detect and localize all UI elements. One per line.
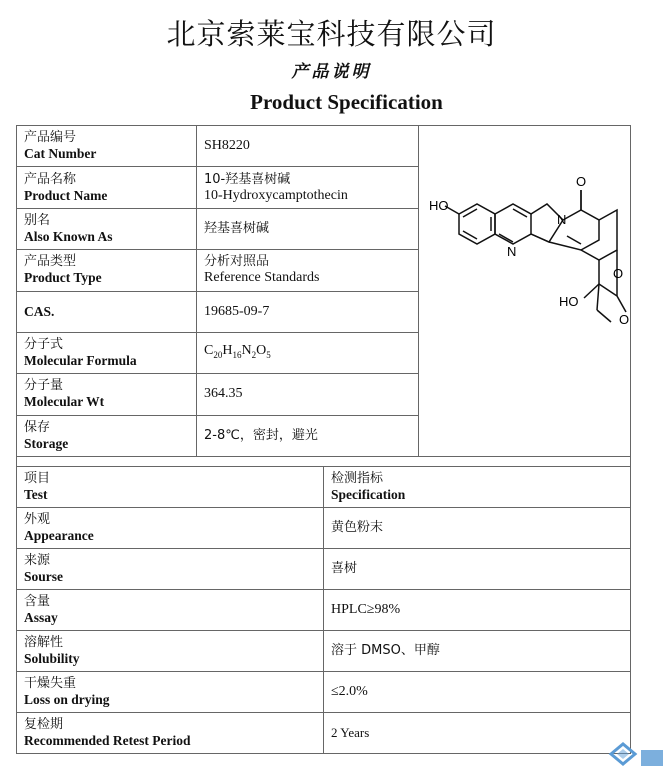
molecular-structure-image [419,126,631,452]
structure-cell [419,126,631,457]
specification-table [16,466,631,754]
spec-value-source: 喜树 [324,549,631,590]
value-product-type: 分析对照品 Reference Standards [197,250,419,291]
table-row [17,713,631,754]
label-molecular-formula: 分子式 Molecular Formula [17,332,197,373]
value-molecular-wt: 364.35 [197,374,419,415]
label-also-known-as: 别名 Also Known As [17,208,197,249]
atom-label-o-bottom: O [619,312,630,327]
label-cat-number: 产品编号 Cat Number [17,126,197,167]
spec-label-retest-period: 复检期 Recommended Retest Period [17,713,324,754]
value-cat-number: SH8220 [197,126,419,167]
spec-value-retest-period: 2 Years [324,713,631,754]
atom-label-ho-bottom: HO [559,294,579,309]
atom-label-o-top: O [576,174,587,189]
value-molecular-formula: $C_{20}H_{16}N_2O_5$ [197,332,419,373]
label-product-type: 产品类型 Product Type [17,250,197,291]
label-product-name: 产品名称 Product Name [17,167,197,208]
spec-label-assay: 含量 Assay [17,590,324,631]
atom-label-n-lactam: N [557,212,567,227]
spec-value-loss-on-drying: ≤2.0% [324,672,631,713]
row-cat-number [17,126,631,167]
spec-header-test: 项目 Test [17,467,324,508]
table-row [17,508,631,549]
spec-label-solubility: 溶解性 Solubility [17,631,324,672]
corner-logo-icon [603,740,663,766]
atom-label-n-ring: N [507,244,517,259]
spec-header-specification: 检测指标 Specification [324,467,631,508]
spec-label-loss-on-drying: 干燥失重 Loss on drying [17,672,324,713]
table-row [17,672,631,713]
table-row [17,631,631,672]
spec-label-source: 来源 Sourse [17,549,324,590]
table-row [17,549,631,590]
atom-label-ho-top: HO [429,198,449,213]
spec-value-assay: HPLC≥98% [324,590,631,631]
spec-value-solubility: 溶于 DMSO、甲醇 [324,631,631,672]
value-product-name: 10-羟基喜树碱 10-Hydroxycamptothecin [197,167,419,208]
atom-label-o-ring: O [613,266,624,281]
product-info-table [16,125,631,470]
company-name: 北京索莱宝科技有限公司 [166,17,497,51]
value-also-known-as: 羟基喜树碱 [197,208,419,249]
table-row [17,590,631,631]
label-storage: 保存 Storage [17,415,197,456]
spec-label-appearance: 外观 Appearance [17,508,324,549]
value-cas: 19685-09-7 [197,291,419,332]
value-storage: 2-8℃，密封，避光 [197,415,419,456]
spec-value-appearance: 黄色粉末 [324,508,631,549]
label-cas: CAS. [17,291,197,332]
document-subtitle: 产品说明 [291,62,372,82]
label-molecular-wt: 分子量 Molecular Wt [17,374,197,415]
document-title: Product Specification [250,90,443,114]
spec-header-row [17,467,631,508]
